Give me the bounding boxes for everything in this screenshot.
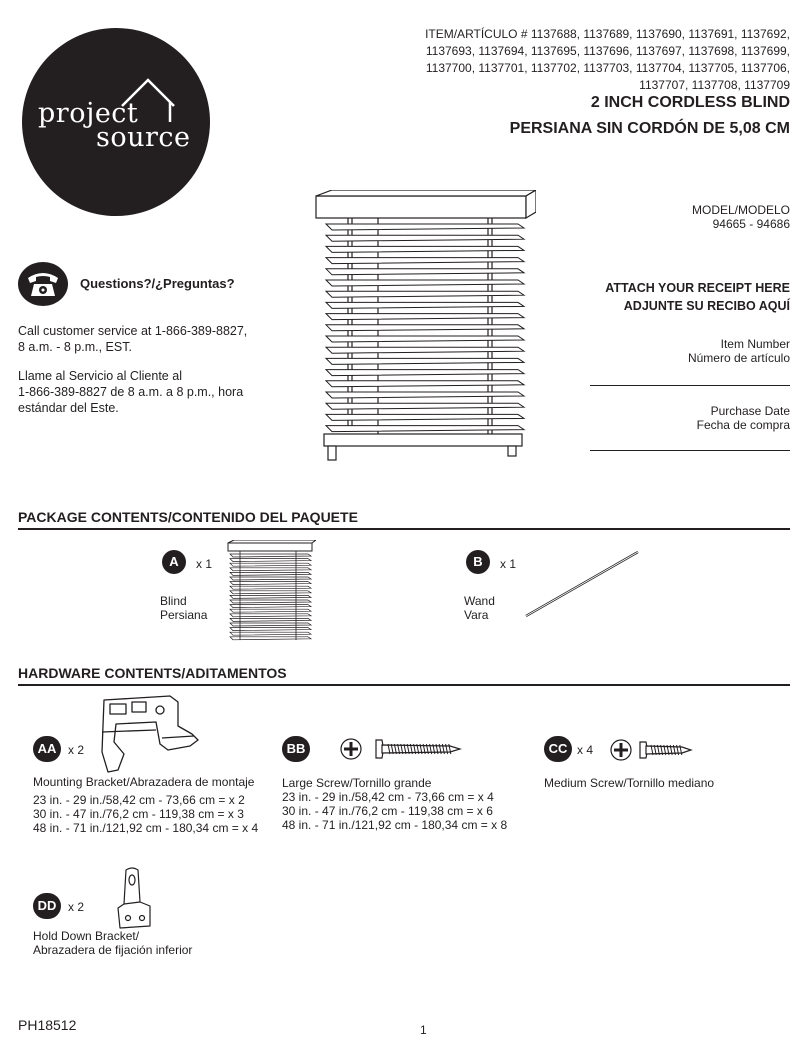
brand-line1: project xyxy=(38,98,139,129)
blind-slat xyxy=(326,235,524,241)
blind-slat xyxy=(230,572,311,575)
hold-down-bracket-label: Hold Down Bracket/ Abrazadera de fijación inferior xyxy=(33,929,193,957)
large-screw-icon xyxy=(374,738,462,760)
brand-line2: source xyxy=(96,122,191,153)
model-number: 94665 - 94686 xyxy=(712,217,790,231)
blind-slat xyxy=(230,609,311,612)
item-numbers: ITEM/ARTÍCULO # 1137688, 1137689, 1137690, 1137691, 1137692, 1137693, 1137694, 1137695, 1137696, 1137697, 1137698, 1137699, 1137700, 1137701, 1137702, 1137703, 1137704, 1137705, 1137706, 1137707, 1137708, 1137709 xyxy=(425,27,790,92)
blind-slat xyxy=(230,591,311,594)
qty-a: x 1 xyxy=(196,557,213,571)
questions-label: Questions?/¿Preguntas? xyxy=(80,276,235,291)
blind-slat xyxy=(326,392,524,398)
blind-slat xyxy=(230,605,311,608)
mounting-bracket-quantities: 23 in. - 29 in./58,42 cm - 73,66 cm = x 2 30 in. - 47 in./76,2 cm - 119,38 cm = x 3 48 in. - 71 in./121,92 cm - 180,34 cm = x 4 xyxy=(33,793,259,835)
qty-cc: x 4 xyxy=(577,743,594,757)
blind-slat xyxy=(326,381,524,387)
item-number-line xyxy=(590,385,790,386)
blind-slat xyxy=(230,582,311,585)
large-screw-label: Large Screw/Tornillo grande xyxy=(282,776,432,790)
document-code: PH18512 xyxy=(18,1017,77,1033)
title-english: 2 INCH CORDLESS BLIND xyxy=(590,94,790,111)
mounting-bracket-label: Mounting Bracket/Abrazadera de montaje xyxy=(33,775,255,789)
blind-slat xyxy=(230,554,311,557)
medium-screw-label: Medium Screw/Tornillo mediano xyxy=(544,776,715,790)
blind-slat xyxy=(326,258,524,264)
blind-slat xyxy=(326,426,524,432)
badge-cc: CC xyxy=(544,736,572,762)
blind-slat xyxy=(230,623,311,626)
package-contents-heading: PACKAGE CONTENTS/CONTENIDO DEL PAQUETE xyxy=(18,509,358,525)
brand-logo xyxy=(22,28,210,216)
blind-slat xyxy=(230,595,311,598)
item-a-label: Blind Persiana xyxy=(160,594,208,622)
blind-slat xyxy=(326,280,524,286)
medium-screw-icon xyxy=(638,739,694,761)
receipt-heading-en: ATTACH YOUR RECEIPT HERE xyxy=(605,281,790,295)
phone-badge xyxy=(18,262,68,306)
blind-slat xyxy=(230,614,311,617)
purchase-date-label-es: Fecha de compra xyxy=(696,418,790,432)
blind-slat xyxy=(230,628,311,631)
blind-slat xyxy=(230,632,311,635)
blind-slat xyxy=(326,347,524,353)
title-spanish: PERSIANA SIN CORDÓN DE 5,08 CM xyxy=(509,120,790,137)
blind-illustration xyxy=(312,190,536,488)
blind-slat xyxy=(326,302,524,308)
blind-slat xyxy=(230,637,311,640)
hold-down-bracket-illustration xyxy=(112,866,154,932)
badge-a: A xyxy=(162,550,186,574)
badge-b: B xyxy=(466,550,490,574)
blind-slat xyxy=(230,577,311,580)
hardware-contents-heading: HARDWARE CONTENTS/ADITAMENTOS xyxy=(18,665,287,681)
blind-slat xyxy=(326,325,524,331)
blind-slat xyxy=(326,414,524,420)
qty-dd: x 2 xyxy=(68,900,85,914)
phillips-head-icon xyxy=(340,738,362,760)
wand-illustration xyxy=(522,548,642,620)
contact-english: Call customer service at 1-866-389-8827, 8 a.m. - 8 p.m., EST. xyxy=(18,324,248,354)
model-label: MODEL/MODELO xyxy=(691,203,790,217)
telephone-icon xyxy=(18,262,68,306)
badge-bb: BB xyxy=(282,736,310,762)
item-number-label-en: Item Number xyxy=(720,337,790,351)
badge-dd: DD xyxy=(33,893,61,919)
blind-slat xyxy=(326,336,524,342)
receipt-heading-es: ADJUNTE SU RECIBO AQUÍ xyxy=(623,299,790,313)
blind-slat xyxy=(230,559,311,562)
qty-aa: x 2 xyxy=(68,743,85,757)
mounting-bracket-illustration xyxy=(96,692,202,776)
blind-slat xyxy=(230,600,311,603)
page-number: 1 xyxy=(420,1023,427,1037)
blind-slat xyxy=(326,269,524,275)
blind-slat xyxy=(230,563,311,566)
qty-b: x 1 xyxy=(500,557,517,571)
blind-slat xyxy=(326,224,524,230)
badge-aa: AA xyxy=(33,736,61,762)
blind-slat xyxy=(326,291,524,297)
blind-slat xyxy=(326,358,524,364)
purchase-date-line xyxy=(590,450,790,451)
blind-slat xyxy=(326,403,524,409)
section-divider xyxy=(18,684,790,686)
blind-slat xyxy=(230,586,311,589)
item-b-label: Wand Vara xyxy=(464,594,495,622)
purchase-date-label-en: Purchase Date xyxy=(710,404,790,418)
blind-slat xyxy=(326,314,524,320)
section-divider xyxy=(18,528,790,530)
item-number-label-es: Número de artículo xyxy=(687,351,790,365)
blind-slat xyxy=(230,618,311,621)
blind-slat xyxy=(230,568,311,571)
large-screw-quantities: 23 in. - 29 in./58,42 cm - 73,66 cm = x 4 30 in. - 47 in./76,2 cm - 119,38 cm = x 6 48 in. - 71 in./121,92 cm - 180,34 cm = x 8 xyxy=(282,790,508,832)
contact-spanish: Llame al Servicio al Cliente al 1-866-389-8827 de 8 a.m. a 8 p.m., hora estándar del Este. xyxy=(18,369,244,415)
phillips-head-icon xyxy=(610,739,632,761)
blind-slat xyxy=(326,246,524,252)
blind-slat xyxy=(326,370,524,376)
blind-small-illustration xyxy=(224,540,316,648)
